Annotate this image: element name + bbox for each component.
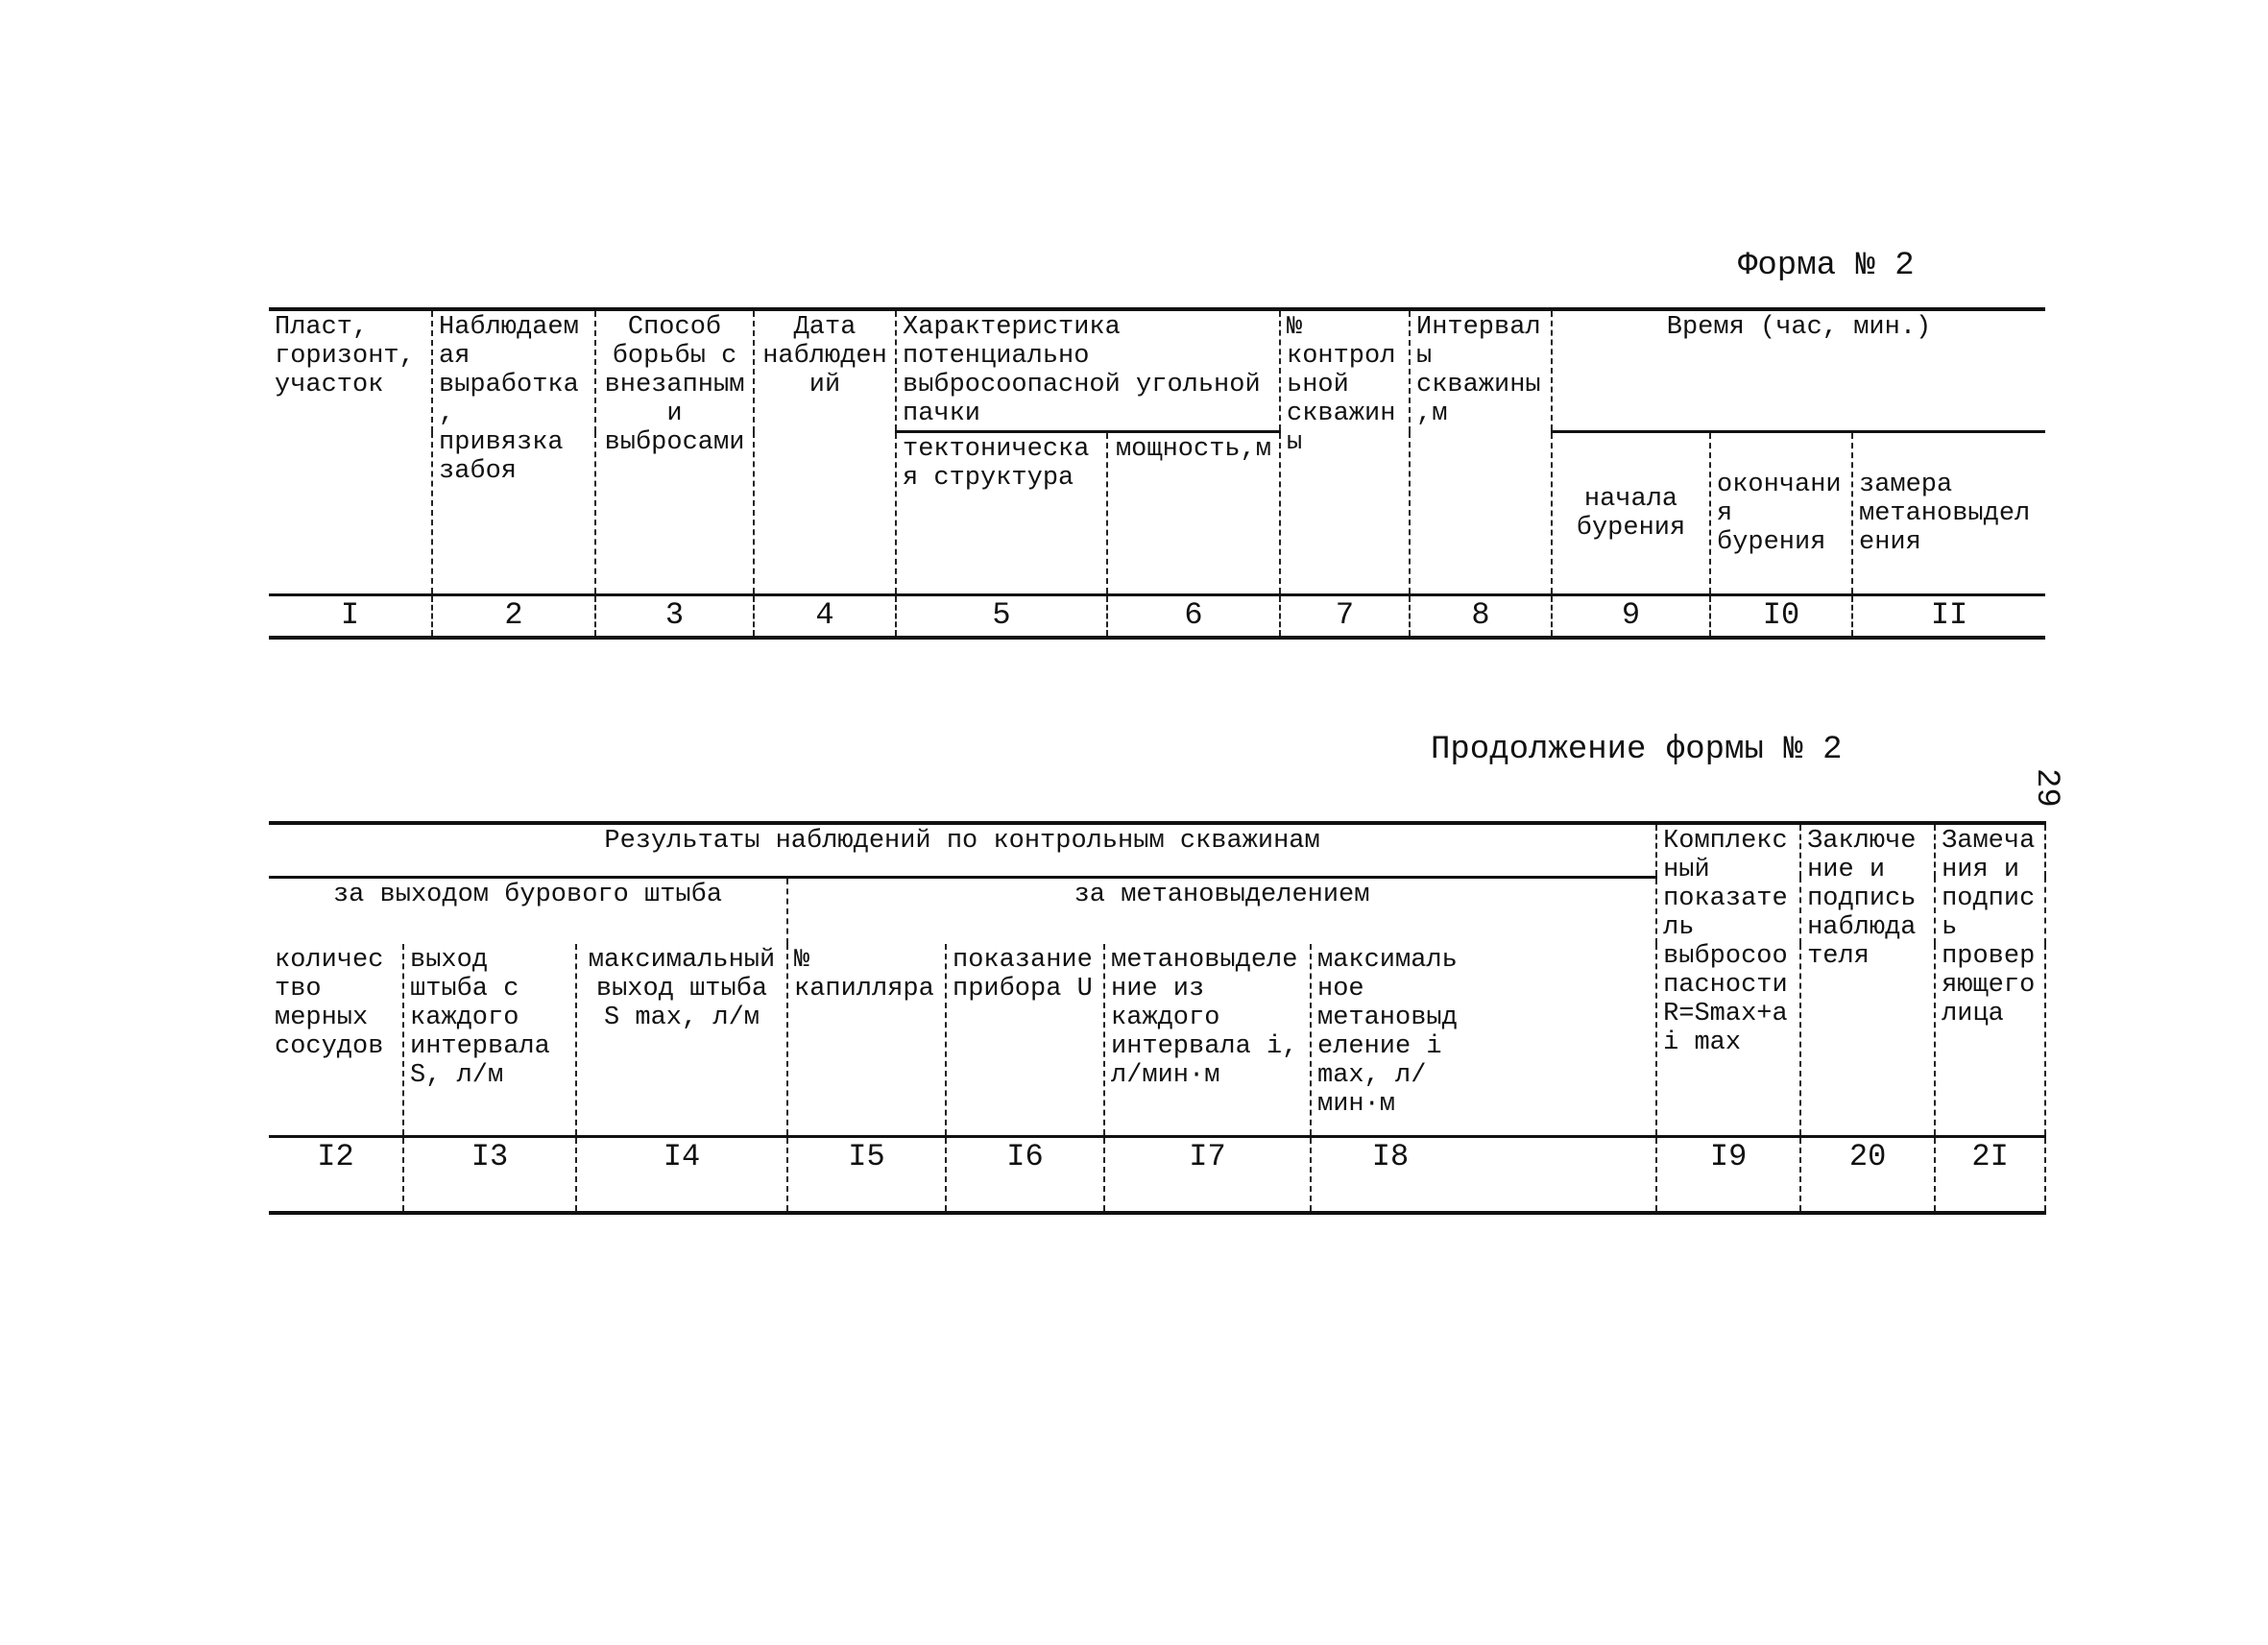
column-number: II <box>1852 595 2045 638</box>
form-continuation-table <box>269 821 2045 1215</box>
header-method: Способ борьбы с внезапными выбросами <box>595 309 754 595</box>
header-working: Наблюдаемая выработка, привязка забоя <box>432 309 595 595</box>
column-number: 2I <box>1935 1136 2045 1213</box>
header-remarks: Замечания и подпись проверяющего лица <box>1935 823 2045 1136</box>
header-reading: показание прибора U <box>946 944 1104 1136</box>
header-drill-end: окончания бурения <box>1710 432 1852 595</box>
column-number: I4 <box>576 1136 787 1213</box>
page-number: 29 <box>2028 768 2064 808</box>
header-methane-max: максимальное метановыделение i max, л/мин·м <box>1311 944 1469 1136</box>
header-seam-group: Характеристика потенциально выбросоопасной угольной пачки <box>896 309 1280 432</box>
column-number: 4 <box>754 595 896 638</box>
header-thickness: мощность,м <box>1107 432 1280 595</box>
header-methane-group: за метановыделением <box>787 877 1656 944</box>
header-well-number: № контрольной скважины <box>1280 309 1410 595</box>
header-methane-interval: метановыделение из каждого интервала i, л/мин·м <box>1104 944 1311 1136</box>
header-dust-max: максимальный выход штыба S max, л/м <box>576 944 787 1136</box>
header-complex-index: Комплексный показатель выбросоопасности R=Smax+ai max <box>1656 823 1800 1136</box>
header-capillary: № капилляра <box>787 944 946 1136</box>
column-number: I0 <box>1710 595 1852 638</box>
column-number: I8 <box>1311 1136 1469 1213</box>
header-layer: Пласт, горизонт, участок <box>269 309 432 595</box>
column-number: I5 <box>787 1136 946 1213</box>
header-conclusion: Заключение и подпись наблюдателя <box>1800 823 1935 1136</box>
column-number: I6 <box>946 1136 1104 1213</box>
column-number: 6 <box>1107 595 1280 638</box>
column-number: 8 <box>1410 595 1552 638</box>
column-number: 3 <box>595 595 754 638</box>
header-vessel-count: количество мерных сосудов <box>275 946 384 1061</box>
form-table <box>269 307 2045 640</box>
column-number: 20 <box>1800 1136 1935 1213</box>
header-dust-group: за выходом бурового штыба <box>269 877 787 944</box>
form-continuation-title: Продолжение формы № 2 <box>1431 732 1843 768</box>
column-number: I7 <box>1104 1136 1311 1213</box>
column-number: 5 <box>896 595 1107 638</box>
column-number: I2 <box>269 1136 403 1213</box>
header-tectonic: тектоническая структура <box>896 432 1107 595</box>
column-number: I3 <box>403 1136 576 1213</box>
column-number: I <box>269 595 432 638</box>
form-title: Форма № 2 <box>1738 248 1915 284</box>
header-drill-start: начала бурения <box>1552 432 1710 595</box>
header-results-group: Результаты наблюдений по контрольным скважинам <box>269 823 1656 877</box>
column-number: 2 <box>432 595 595 638</box>
column-number: 9 <box>1552 595 1710 638</box>
header-time-group: Время (час, мин.) <box>1552 309 2045 432</box>
column-number: I9 <box>1656 1136 1800 1213</box>
header-date: Дата наблюдений <box>754 309 896 595</box>
header-dust-output: выход штыба с каждого интервала S, л/м <box>403 944 576 1136</box>
header-intervals: Интервалы скважины,м <box>1410 309 1552 595</box>
header-measure: замера метановыделения <box>1852 432 2045 595</box>
column-number: 7 <box>1280 595 1410 638</box>
